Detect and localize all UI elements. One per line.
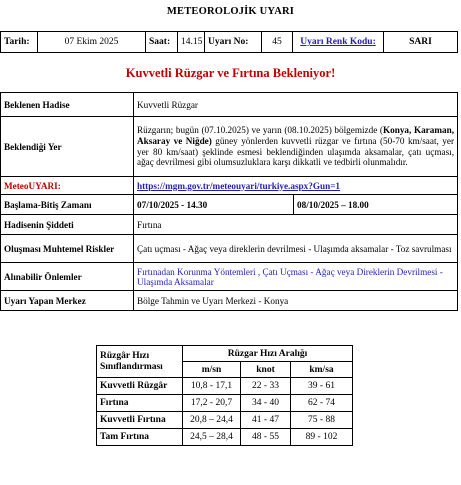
- wind-class-name: Kuvvetli Rüzgâr: [97, 378, 183, 395]
- table-row: [97, 429, 353, 446]
- measures-link[interactable]: Fırtınadan Korunma Yöntemleri , Çatı Uçması - Ağaç veya Direklerin Devrilmesi - Ulaşımda Aksamalar: [137, 266, 443, 287]
- time-value: 14.15: [178, 32, 205, 53]
- wind-ms: 20,8 – 24,4: [183, 412, 241, 429]
- time-label: Saat:: [146, 32, 178, 53]
- table-row: [97, 395, 353, 412]
- details-table: [0, 92, 458, 311]
- date-value: 07 Ekim 2025: [38, 32, 146, 53]
- period-label: Başlama-Bitiş Zamanı: [1, 195, 134, 215]
- table-row: [97, 378, 353, 395]
- color-code-link[interactable]: Uyarı Renk Kodu:: [300, 37, 376, 47]
- risks-label: Oluşması Muhtemel Riskler: [1, 235, 134, 263]
- wind-knot: 22 - 33: [241, 378, 291, 395]
- wind-class-header: Rüzgâr Hızı Sınıflandırması: [97, 346, 183, 378]
- unit-kmh: km/sa: [291, 362, 353, 378]
- document-title: METEOROLOJİK UYARI: [166, 6, 295, 17]
- wind-kmh: 39 - 61: [291, 378, 353, 395]
- wind-kmh: 75 - 88: [291, 412, 353, 429]
- expected-event-label: Beklenen Hadise: [1, 93, 134, 117]
- unit-ms: m/sn: [183, 362, 241, 378]
- wind-knot: 34 - 40: [241, 395, 291, 412]
- risks-value: Çatı uçması - Ağaç veya direklerin devrilmesi - Ulaşımda aksamalar - Toz savrulması: [134, 235, 458, 263]
- meteouyari-label: MeteoUYARI:: [1, 177, 134, 195]
- warning-no-label: Uyarı No:: [205, 32, 262, 53]
- table-row: [97, 412, 353, 429]
- color-code-value: SARI: [384, 32, 458, 53]
- severity-label: Hadisenin Şiddeti: [1, 215, 134, 235]
- wind-class-name: Fırtına: [97, 395, 183, 412]
- period-end: 08/10/2025 – 18.00: [294, 195, 458, 215]
- location-label: Beklendiği Yer: [1, 117, 134, 177]
- warning-headline: Kuvvetli Rüzgar ve Fırtına Bekleniyor!: [125, 66, 336, 80]
- wind-ms: 17,2 - 20,7: [183, 395, 241, 412]
- location-provinces: Konya, Karaman, Aksaray ve Niğde): [137, 124, 455, 146]
- expected-event-value: Kuvvetli Rüzgar: [134, 93, 458, 117]
- wind-ms: 10,8 - 17,1: [183, 378, 241, 395]
- wind-ms: 24,5 – 28,4: [183, 429, 241, 446]
- wind-kmh: 62 - 74: [291, 395, 353, 412]
- severity-value: Fırtına: [134, 215, 458, 235]
- wind-class-name: Kuvvetli Fırtına: [97, 412, 183, 429]
- wind-range-header: Rüzgar Hızı Aralığı: [183, 346, 353, 362]
- wind-knot: 41 - 47: [241, 412, 291, 429]
- location-value: Rüzgarın; bugün (07.10.2025) ve yarın (08.10.2025) bölgemizde (Konya, Karaman, Aksaray ve Niğde) güney yönlerden kuvvetli rüzgar ve fırtına (50-70 km/saat, yer yer 80 km/saat) şeklinde esmesi beklendiğinden ulaşımda aksamalar, çatı uçması, ağaç devrilmesi gibi olumsuzluklara karşı dikkatli ve tedbirli olunmalıdır.: [134, 117, 458, 177]
- center-label: Uyarı Yapan Merkez: [1, 291, 134, 311]
- warning-no-value: 45: [262, 32, 293, 53]
- date-label: Tarih:: [1, 32, 38, 53]
- header-table: [0, 31, 458, 53]
- measures-label: Alınabilir Önlemler: [1, 263, 134, 291]
- wind-class-name: Tam Fırtına: [97, 429, 183, 446]
- wind-knot: 48 - 55: [241, 429, 291, 446]
- unit-knot: knot: [241, 362, 291, 378]
- period-start: 07/10/2025 - 14.30: [134, 195, 294, 215]
- wind-kmh: 89 - 102: [291, 429, 353, 446]
- wind-speed-table: [96, 345, 353, 446]
- center-value: Bölge Tahmin ve Uyarı Merkezi - Konya: [134, 291, 458, 311]
- meteouyari-link[interactable]: https://mgm.gov.tr/meteouyari/turkiye.aspx?Gun=1: [137, 180, 341, 191]
